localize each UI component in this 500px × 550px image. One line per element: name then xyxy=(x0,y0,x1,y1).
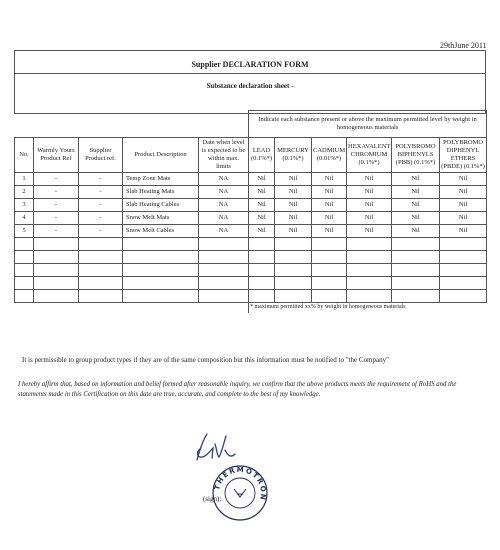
stamp-text: THERMOTRON xyxy=(213,465,268,502)
cell-no: 5 xyxy=(15,225,34,238)
signature-image xyxy=(191,430,239,464)
cell-pbb: Nil xyxy=(392,173,440,186)
affirmation-statement: I hereby affirm that, based on information and belief formed after reasonable inquiry, we confirm that the above products meets the requirement of RoHS and the statements made in this Certification on this date are true, accurate, and complete to the best of my knowledge. xyxy=(18,381,457,399)
cell-description: Snow Melt Cables xyxy=(123,225,199,238)
group-header: Indicate each substance present or above the maximum permitted level by weight in homogeneous materials xyxy=(249,111,487,138)
column-header: No. xyxy=(15,138,34,173)
cell-cadmium: Nil xyxy=(312,199,347,212)
form-header xyxy=(14,50,486,114)
cell-mercury: Nil xyxy=(275,212,312,225)
column-header: LEAD (0.1%*) xyxy=(249,138,275,173)
signature-label: (sign): xyxy=(203,495,222,503)
document-date: 29thJune 2011 xyxy=(440,41,487,50)
cell-mercury: Nil xyxy=(275,186,312,199)
column-header-row xyxy=(15,138,487,173)
cell-pbde: Nil xyxy=(440,225,487,238)
column-header: CADMIUM (0.01%*) xyxy=(312,138,347,173)
cell-date: NA xyxy=(199,212,249,225)
cell-no: 4 xyxy=(15,212,34,225)
cell-mercury: Nil xyxy=(275,173,312,186)
empty-row xyxy=(15,290,487,303)
empty-row xyxy=(15,238,487,251)
cell-pbde: Nil xyxy=(440,186,487,199)
cell-wy-ref: - xyxy=(34,186,79,199)
cell-pbb: Nil xyxy=(392,186,440,199)
form-divider xyxy=(15,73,485,74)
weight-note: * maximum permitted xx% by weight in homogeneous materials xyxy=(249,303,487,314)
column-header: HEXAVALENT CHROMIUM (0.1%*) xyxy=(347,138,392,173)
form-subtitle: Substance declaration sheet - xyxy=(206,82,294,90)
column-header: Product Description xyxy=(123,138,199,173)
cell-hexavalent-chromium: Nil xyxy=(347,225,392,238)
empty-row xyxy=(15,251,487,264)
cell-supplier-ref: - xyxy=(79,199,123,212)
cell-lead: Nil xyxy=(249,186,275,199)
form-title: Supplier DECLARATION FORM xyxy=(191,60,309,69)
company-stamp xyxy=(211,464,269,522)
cell-pbb: Nil xyxy=(392,199,440,212)
empty-row xyxy=(15,264,487,277)
cell-wy-ref: - xyxy=(34,225,79,238)
cell-description: Slab Heating Mats xyxy=(123,186,199,199)
cell-no: 2 xyxy=(15,186,34,199)
cell-supplier-ref: - xyxy=(79,225,123,238)
column-header: MERCURY (0.1%*) xyxy=(275,138,312,173)
table-row xyxy=(15,225,487,238)
note-row xyxy=(15,303,487,314)
cell-mercury: Nil xyxy=(275,199,312,212)
cell-hexavalent-chromium: Nil xyxy=(347,173,392,186)
table-row xyxy=(15,186,487,199)
table-row xyxy=(15,173,487,186)
cell-pbb: Nil xyxy=(392,225,440,238)
column-header: Warmly Yours Product Ref xyxy=(34,138,79,173)
cell-wy-ref: - xyxy=(34,199,79,212)
cell-supplier-ref: - xyxy=(79,212,123,225)
column-header: Date when level is expected to be within max. limits xyxy=(199,138,249,173)
cell-lead: Nil xyxy=(249,212,275,225)
cell-supplier-ref: - xyxy=(79,173,123,186)
cell-date: NA xyxy=(199,186,249,199)
cell-cadmium: Nil xyxy=(312,225,347,238)
cell-date: NA xyxy=(199,199,249,212)
cell-pbde: Nil xyxy=(440,212,487,225)
table-row xyxy=(15,199,487,212)
cell-cadmium: Nil xyxy=(312,173,347,186)
cell-hexavalent-chromium: Nil xyxy=(347,199,392,212)
empty-row xyxy=(15,277,487,290)
cell-supplier-ref: - xyxy=(79,186,123,199)
cell-description: Snow Melt Mats xyxy=(123,212,199,225)
column-header: POLYBROMO DIPHENYL ETHERS (PBDE) (0.1%*) xyxy=(440,138,487,173)
cell-description: Slab Heating Cables xyxy=(123,199,199,212)
cell-lead: Nil xyxy=(249,199,275,212)
cell-pbde: Nil xyxy=(440,173,487,186)
cell-no: 1 xyxy=(15,173,34,186)
cell-hexavalent-chromium: Nil xyxy=(347,212,392,225)
cell-date: NA xyxy=(199,225,249,238)
cell-pbb: Nil xyxy=(392,212,440,225)
cell-pbde: Nil xyxy=(440,199,487,212)
table-row xyxy=(15,212,487,225)
header-spacer xyxy=(15,111,249,138)
cell-no: 3 xyxy=(15,199,34,212)
cell-description: Temp Zone Mats xyxy=(123,173,199,186)
cell-mercury: Nil xyxy=(275,225,312,238)
grouping-note: It is permissible to group product types if they are of the same composition but this information must be notified to "the Company" xyxy=(22,356,389,364)
cell-date: NA xyxy=(199,173,249,186)
cell-hexavalent-chromium: Nil xyxy=(347,186,392,199)
column-header: POLYBROMO BIPHENYLS (PBB) (0.1%*) xyxy=(392,138,440,173)
substance-table xyxy=(14,110,487,313)
cell-wy-ref: - xyxy=(34,212,79,225)
cell-cadmium: Nil xyxy=(312,212,347,225)
cell-cadmium: Nil xyxy=(312,186,347,199)
cell-lead: Nil xyxy=(249,173,275,186)
cell-lead: Nil xyxy=(249,225,275,238)
cell-wy-ref: - xyxy=(34,173,79,186)
column-header: Supplier Product ref. xyxy=(79,138,123,173)
